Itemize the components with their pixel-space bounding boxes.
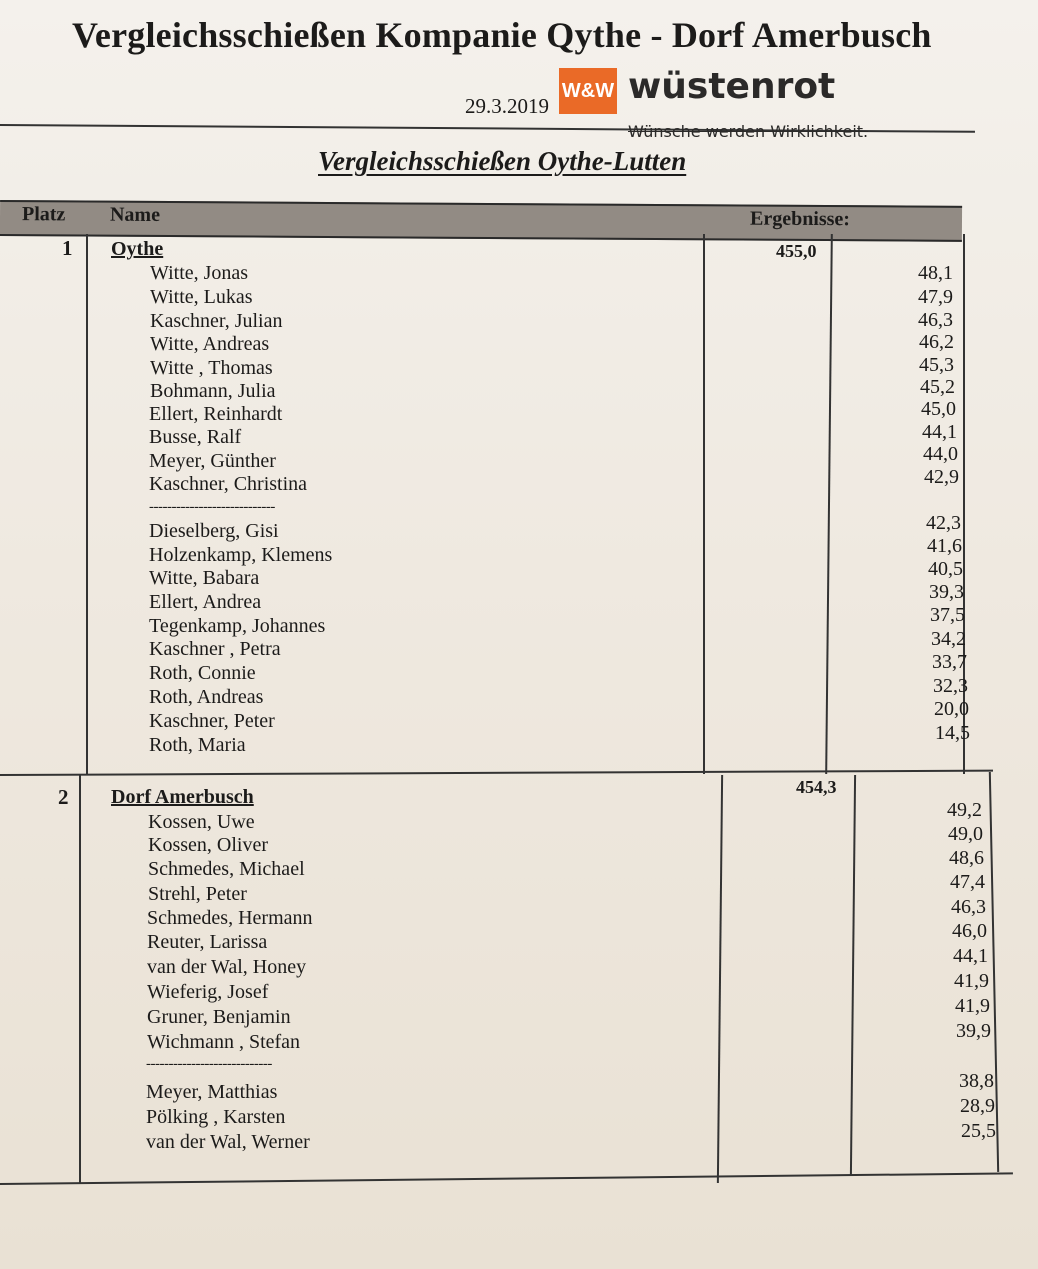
player-name: Kossen, Uwe [148,811,255,833]
player-name: Strehl, Peter [148,883,247,905]
player-name: Busse, Ralf [149,426,242,448]
player-name: Gruner, Benjamin [147,1006,291,1028]
player-name: Witte, Babara [149,567,260,589]
player-name: Witte , Thomas [150,357,273,379]
table-header [0,200,962,242]
player-name: Roth, Maria [149,734,246,756]
team-total: 454,3 [796,777,837,797]
player-name: Meyer, Matthias [146,1081,278,1103]
player-score: 25,5 [961,1120,996,1142]
team-name: Dorf Amerbusch [111,786,254,808]
document-date: 29.3.2019 [465,94,549,118]
player-score: 46,2 [919,331,954,353]
player-name: Bohmann, Julia [150,380,276,402]
column-header-name: Name [109,203,161,226]
grid-line [0,770,993,776]
player-name: Kaschner , Petra [149,638,281,660]
player-score: 46,3 [918,309,953,331]
player-score: 48,6 [949,847,984,869]
player-name: Witte, Jonas [150,262,249,284]
player-score: 46,0 [952,920,987,942]
grid-line [703,234,705,774]
player-score: 42,3 [926,512,961,534]
player-score: 33,7 [932,651,967,673]
player-score: 39,3 [929,581,964,603]
player-name: Ellert, Andrea [149,591,262,613]
reserve-separator: ---------------------------- [146,1056,272,1072]
player-name: Schmedes, Michael [148,858,305,880]
player-score: 41,9 [954,970,989,992]
player-name: Witte, Andreas [150,333,270,355]
player-name: Schmedes, Hermann [147,907,313,929]
player-score: 20,0 [934,698,969,720]
player-score: 47,4 [950,871,985,893]
team-rank: 1 [62,236,73,260]
grid-line [717,775,723,1183]
player-score: 37,5 [930,604,965,626]
team-name: Oythe [111,238,164,260]
player-score: 49,0 [948,823,983,845]
player-score: 41,6 [927,535,962,557]
player-score: 48,1 [918,262,953,284]
brand-name: wüstenrot [628,66,836,107]
player-name: van der Wal, Honey [147,956,307,978]
team-total: 455,0 [776,241,817,261]
column-header-rank: Platz [21,203,66,226]
player-score: 44,1 [953,945,988,967]
brand-logo-icon: W&W [559,68,617,114]
player-name: Dieselberg, Gisi [149,520,279,542]
column-header-results: Ergebnisse: [749,207,851,231]
player-score: 39,9 [956,1020,991,1042]
player-score: 49,2 [947,799,982,821]
player-score: 41,9 [955,995,990,1017]
player-name: Pölking , Karsten [146,1106,286,1128]
player-score: 44,1 [922,421,957,443]
document-subtitle: Vergleichsschießen Oythe-Lutten [318,146,687,176]
player-name: Kossen, Oliver [148,834,268,856]
grid-line [0,1172,1013,1184]
player-name: Holzenkamp, Klemens [149,544,333,566]
player-name: Witte, Lukas [150,286,253,308]
player-score: 45,2 [920,376,955,398]
grid-line [825,234,832,774]
player-score: 46,3 [951,896,986,918]
player-score: 28,9 [960,1095,995,1117]
player-name: Roth, Andreas [149,686,264,708]
player-name: Wichmann , Stefan [147,1031,301,1053]
player-score: 45,0 [921,398,956,420]
player-name: Kaschner, Peter [149,710,275,732]
player-score: 45,3 [919,354,954,376]
player-name: van der Wal, Werner [146,1131,310,1153]
reserve-separator: ---------------------------- [149,499,275,515]
grid-line [86,234,88,774]
brand-slogan: Wünsche werden Wirklichkeit. [628,122,869,141]
player-score: 44,0 [923,443,958,465]
grid-line [850,775,856,1175]
player-name: Tegenkamp, Johannes [149,615,326,637]
player-name: Kaschner, Julian [150,310,283,332]
player-score: 14,5 [935,722,970,744]
document-title: Vergleichsschießen Kompanie Qythe - Dorf Amerbusch [72,15,932,55]
player-name: Kaschner, Christina [149,473,308,495]
player-name: Reuter, Larissa [147,931,268,953]
player-name: Ellert, Reinhardt [149,403,283,425]
player-score: 42,9 [924,466,959,488]
player-score: 40,5 [928,558,963,580]
player-name: Wieferig, Josef [147,981,269,1003]
player-name: Roth, Connie [149,662,256,684]
grid-line [79,775,81,1183]
player-name: Meyer, Günther [149,450,276,472]
player-score: 32,3 [933,675,968,697]
player-score: 38,8 [959,1070,994,1092]
team-rank: 2 [58,785,69,809]
player-score: 34,2 [931,628,966,650]
player-score: 47,9 [918,286,953,308]
